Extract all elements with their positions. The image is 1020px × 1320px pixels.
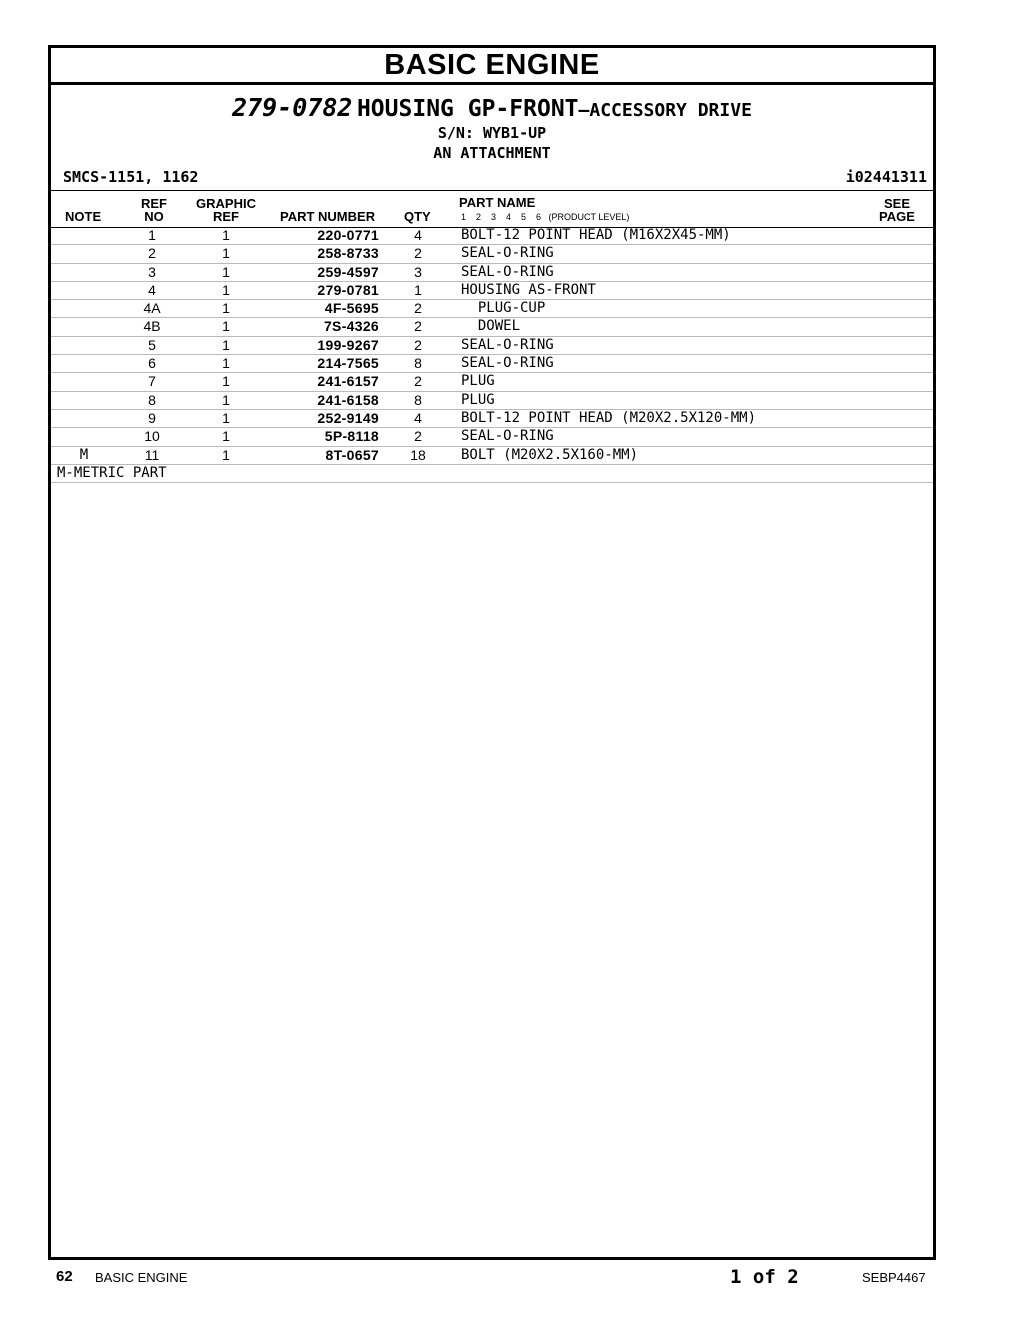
- row-part-number: 8T-0657: [325, 446, 379, 463]
- row-part-name: BOLT (M20X2.5X160-MM): [461, 446, 639, 463]
- table-row[interactable]: [51, 447, 933, 465]
- group-sub-name: —ACCESSORY DRIVE: [578, 100, 752, 121]
- row-qty: 2: [414, 428, 422, 445]
- row-qty: 2: [414, 318, 422, 335]
- row-ref: 7: [148, 373, 156, 390]
- table-row[interactable]: [51, 337, 933, 355]
- group-title: [51, 93, 933, 123]
- col-ref-bottom: NO: [144, 209, 164, 224]
- row-ref: 9: [148, 409, 156, 426]
- row-graphic-ref: 1: [222, 391, 230, 408]
- col-part-name: PART NAME: [459, 195, 536, 210]
- row-graphic-ref: 1: [222, 428, 230, 445]
- row-graphic-ref: 1: [222, 281, 230, 298]
- page-footer: [0, 1264, 1020, 1288]
- row-part-name: SEAL-O-RING: [461, 428, 554, 445]
- row-ref: 10: [144, 428, 160, 445]
- row-part-number: 4F-5695: [324, 300, 379, 317]
- row-graphic-ref: 1: [222, 300, 230, 317]
- row-ref: 4A: [143, 300, 161, 317]
- row-ref: 5: [148, 336, 156, 353]
- table-row[interactable]: [51, 227, 933, 245]
- row-part-number: 259-4597: [317, 263, 379, 280]
- row-graphic-ref: 1: [222, 355, 230, 372]
- row-part-name: SEAL-O-RING: [461, 263, 554, 280]
- row-part-name: PLUG: [461, 373, 495, 390]
- serial-range: S/N: WYB1-UP: [437, 124, 547, 142]
- row-graphic-ref: 1: [222, 318, 230, 335]
- smcs-code: SMCS-1151, 1162: [63, 168, 199, 186]
- row-part-number: 7S-4326: [323, 318, 379, 335]
- footer-section: BASIC ENGINE: [95, 1270, 188, 1285]
- row-qty: 2: [414, 373, 422, 390]
- row-ref: 8: [148, 391, 156, 408]
- row-graphic-ref: 1: [222, 245, 230, 262]
- table-row[interactable]: [51, 300, 933, 318]
- row-part-number: 220-0771: [317, 227, 379, 243]
- table-row[interactable]: [51, 428, 933, 446]
- row-part-number: 241-6158: [317, 391, 379, 408]
- row-graphic-ref: 1: [222, 373, 230, 390]
- row-qty: 8: [414, 355, 422, 372]
- page-number: 62: [56, 1268, 73, 1285]
- illustration-id: i02441311: [845, 168, 927, 186]
- row-part-number: 258-8733: [317, 245, 379, 262]
- row-ref: 4B: [143, 318, 161, 335]
- row-graphic-ref: 1: [222, 263, 230, 280]
- row-ref: 2: [148, 245, 156, 262]
- table-row[interactable]: [51, 264, 933, 282]
- row-graphic-ref: 1: [222, 227, 230, 243]
- row-qty: 2: [414, 336, 422, 353]
- row-part-number: 252-9149: [317, 409, 379, 426]
- table-row[interactable]: [51, 245, 933, 263]
- table-row[interactable]: [51, 355, 933, 373]
- row-qty: 1: [414, 281, 422, 298]
- row-ref: 11: [144, 446, 160, 463]
- row-part-name: BOLT-12 POINT HEAD (M20X2.5X120-MM): [461, 409, 757, 426]
- row-part-name: HOUSING AS-FRONT: [461, 281, 596, 298]
- col-see-bottom: PAGE: [879, 209, 915, 224]
- table-header: [51, 190, 933, 228]
- attachment-label: AN ATTACHMENT: [433, 144, 551, 162]
- row-part-number: 241-6157: [317, 373, 379, 390]
- row-qty: 4: [414, 409, 422, 426]
- table-row[interactable]: [51, 373, 933, 391]
- row-part-name: BOLT-12 POINT HEAD (M16X2X45-MM): [461, 227, 731, 243]
- row-part-number: 5P-8118: [324, 428, 379, 445]
- group-part-number: 279-0782: [232, 93, 353, 122]
- group-name: HOUSING GP-FRONT: [356, 96, 579, 122]
- row-part-name: DOWEL: [461, 318, 521, 335]
- col-part-number: PART NUMBER: [280, 209, 376, 224]
- row-qty: 18: [410, 446, 426, 463]
- document-id: SEBP4467: [862, 1270, 926, 1285]
- page-frame: [48, 45, 936, 1260]
- table-row[interactable]: [51, 392, 933, 410]
- row-part-name: SEAL-O-RING: [461, 336, 554, 353]
- col-see-top: SEE: [883, 196, 910, 211]
- row-part-name: PLUG-CUP: [461, 300, 546, 317]
- parts-table: [51, 227, 933, 483]
- col-graphic-bottom: REF: [213, 209, 239, 224]
- row-part-number: 279-0781: [317, 281, 379, 298]
- section-title: BASIC ENGINE: [51, 48, 933, 85]
- row-graphic-ref: 1: [222, 336, 230, 353]
- row-ref: 6: [148, 355, 156, 372]
- col-graphic-top: GRAPHIC: [196, 196, 256, 211]
- col-note: NOTE: [65, 209, 102, 224]
- row-ref: 4: [148, 281, 156, 298]
- row-part-name: SEAL-O-RING: [461, 245, 554, 262]
- row-qty: 2: [414, 245, 422, 262]
- row-graphic-ref: 1: [222, 446, 230, 463]
- page-of: 1 of 2: [730, 1266, 799, 1288]
- row-qty: 8: [414, 391, 422, 408]
- row-graphic-ref: 1: [222, 409, 230, 426]
- col-product-level: 1 2 3 4 5 6 (PRODUCT LEVEL): [461, 212, 630, 222]
- row-ref: 1: [148, 227, 156, 243]
- row-part-number: 214-7565: [317, 355, 379, 372]
- row-part-name: SEAL-O-RING: [461, 355, 554, 372]
- col-qty: QTY: [404, 209, 431, 224]
- row-qty: 2: [414, 300, 422, 317]
- row-qty: 3: [414, 263, 422, 280]
- metric-footnote: M-METRIC PART: [51, 465, 933, 483]
- table-row[interactable]: [51, 410, 933, 428]
- col-ref-top: REF: [141, 196, 167, 211]
- table-row[interactable]: [51, 282, 933, 300]
- row-note: M: [79, 446, 89, 463]
- table-row[interactable]: [51, 318, 933, 336]
- row-qty: 4: [414, 227, 422, 243]
- row-ref: 3: [148, 263, 156, 280]
- row-part-name: PLUG: [461, 391, 495, 408]
- row-part-number: 199-9267: [317, 336, 379, 353]
